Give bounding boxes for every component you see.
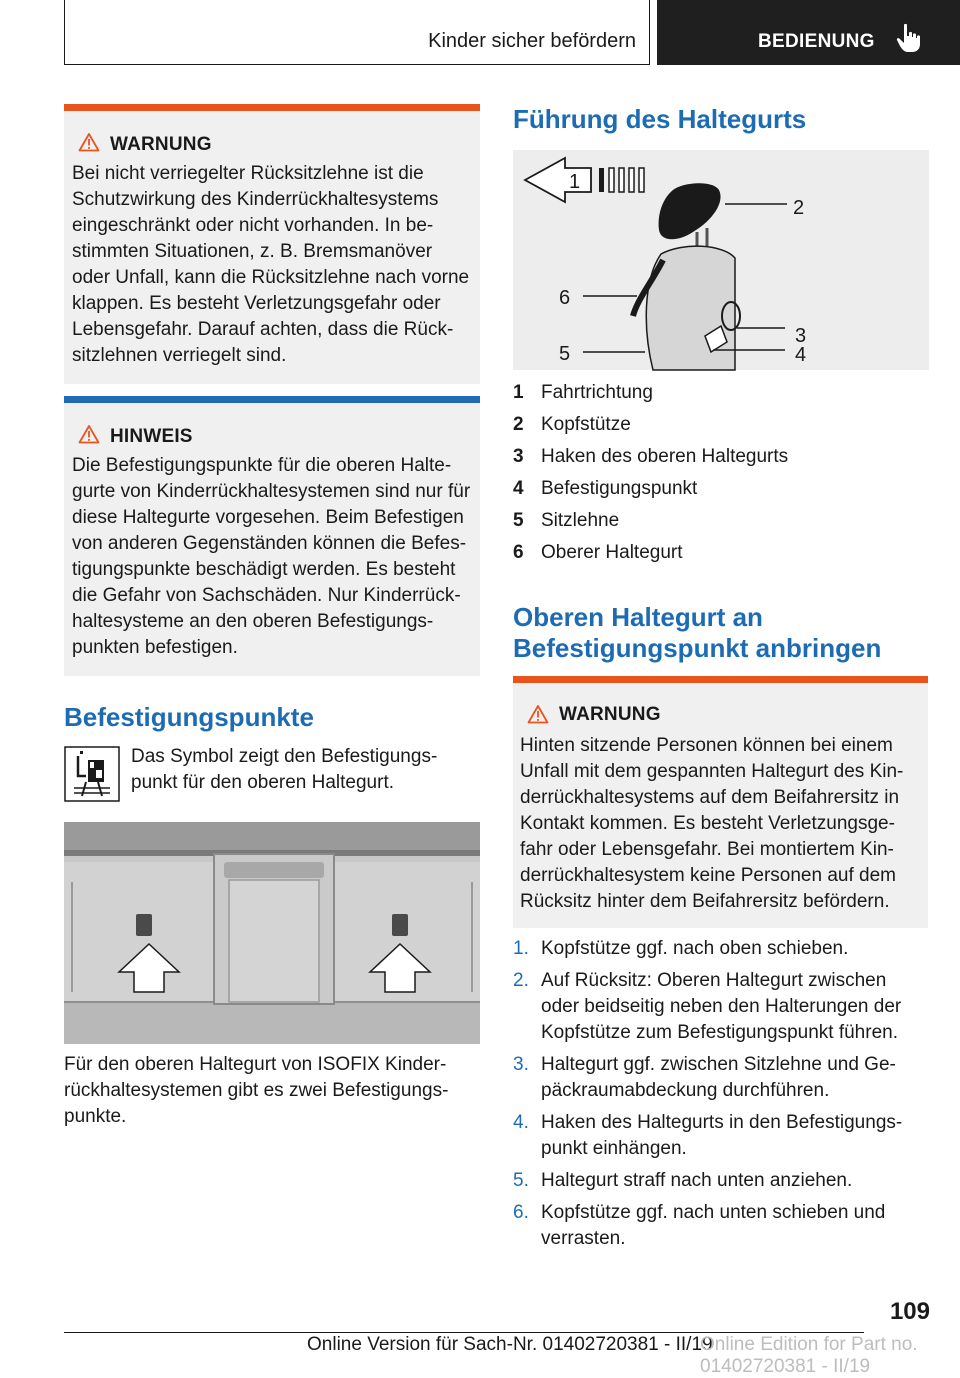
figure-label-6: 6: [559, 287, 571, 309]
footer-rule: [64, 1332, 864, 1333]
legend-item: 5 Sitzlehne: [513, 510, 620, 531]
notice-triangle-icon: [78, 424, 100, 444]
heading-anbringen: Oberen Haltegurt an Befestigungspunkt anbringen: [513, 602, 882, 663]
warning-triangle-icon: [527, 704, 549, 724]
list-item: 4. Haken des Haltegurts in den Befestigungs- punkt einhängen.: [513, 1112, 903, 1159]
trunk-anchor-photo: [64, 822, 480, 1044]
steps-list: [513, 936, 923, 1258]
hand-pointer-icon: [895, 22, 923, 54]
notice-box: [64, 396, 480, 676]
legend-item: 3 Haken des oberen Haltegurts: [513, 446, 789, 467]
legend-item: 2 Kopfstütze: [513, 414, 631, 435]
figure-label-4: 4: [795, 344, 807, 366]
list-item: 6. Kopfstütze ggf. nach unten schieben und verrasten.: [513, 1202, 886, 1249]
chapter-title: Kinder sicher befördern: [428, 30, 636, 52]
notice-text: Die Befestigungspunkte für die oberen Halte- gurte von Kinderrückhaltesystemen sind nur für diese Haltegurte vorgesehen. Beim Befestigen von anderen Gegenständen können die Befes- tigungspunkte beschädigt werden. Es besteht die Gefahr von Sachschäden. Nur Kinderrück- haltesysteme an den oberen Befestigungs- punkten befestigen.: [72, 455, 471, 658]
legend-item: 6 Oberer Haltegurt: [513, 542, 683, 563]
warning-triangle-icon: [78, 132, 100, 152]
legend-item: 4 Befestigungspunkt: [513, 478, 698, 499]
header-right-rule: [649, 0, 650, 65]
header-left-rule: [64, 0, 65, 65]
legend-item: 1 Fahrtrichtung: [513, 382, 653, 403]
figure-legend: [513, 382, 933, 574]
list-item: 3. Haltegurt ggf. zwischen Sitzlehne und Ge- päckraumabdeckung durchführen.: [513, 1054, 896, 1101]
notice-title: HINWEIS: [110, 426, 193, 447]
notice-bar: [64, 396, 480, 403]
section-tab: [657, 0, 960, 65]
figure-label-5: 5: [559, 343, 571, 365]
figure-label-3: 3: [795, 325, 807, 347]
anchor-symbol-icon: [64, 746, 120, 802]
warning-bar: [513, 676, 928, 683]
footer-watermark: Online Edition for Part no. 01402720381 - II/19: [700, 1334, 918, 1377]
list-item: 5. Haltegurt straff nach unten anziehen.: [513, 1170, 853, 1191]
section-tab-label: BEDIENUNG: [758, 31, 875, 52]
list-item: 2. Auf Rücksitz: Oberen Haltegurt zwischen oder beidseitig neben den Halterungen der Kopfstütze zum Befestigungspunkt führen.: [513, 970, 902, 1043]
heading-befestigungspunkte: Befestigungspunkte: [64, 702, 314, 732]
heading-fuehrung: Führung des Haltegurts: [513, 104, 807, 134]
footer-version: Online Version für Sach-Nr. 01402720381 - II/19: [307, 1334, 713, 1355]
figure-label-1: 1: [569, 171, 581, 193]
befestigungspunkte-paragraph: Für den oberen Haltegurt von ISOFIX Kinder- rückhaltesystemen gibt es zwei Befestigungs- punkte.: [64, 1054, 449, 1127]
warning-text: Bei nicht verriegelter Rücksitzlehne ist die Schutzwirkung des Kinderrückhaltesystems eingeschränkt oder nicht vorhanden. In be- stimmten Situationen, z. B. Bremsmanöver oder Unfall, kann die Rücksitzlehne nach vorne klappen. Es besteht Verletzungsgefahr oder Lebensgefahr. Darauf achten, dass die Rück- sitzlehnen verriegelt sind.: [72, 163, 470, 366]
symbol-description: Das Symbol zeigt den Befestigungs- punkt für den oberen Haltegurt.: [131, 746, 438, 793]
warning-title: WARNUNG: [110, 134, 212, 155]
figure-label-2: 2: [793, 197, 805, 219]
warning-box: [64, 104, 480, 384]
tether-routing-figure: [513, 150, 929, 370]
warning-text: Hinten sitzende Personen können bei einem Unfall mit dem gespannten Haltegurt des Kin- derrückhaltesystems auf dem Beifahrersitz in Kontakt kommen. Es besteht Verletzungsge- fahr oder Lebensgefahr. Bei montiertem Kin- derrückhaltesystem keine Personen auf dem Rücksitz hinter dem Beifahrersitz befördern.: [520, 735, 904, 912]
header-bottom-rule: [64, 64, 650, 65]
warning-box-2: [513, 676, 928, 928]
warning-title: WARNUNG: [559, 704, 661, 725]
list-item: 1. Kopfstütze ggf. nach oben schieben.: [513, 938, 849, 959]
page-number: 109: [889, 1298, 930, 1325]
warning-bar: [64, 104, 480, 111]
